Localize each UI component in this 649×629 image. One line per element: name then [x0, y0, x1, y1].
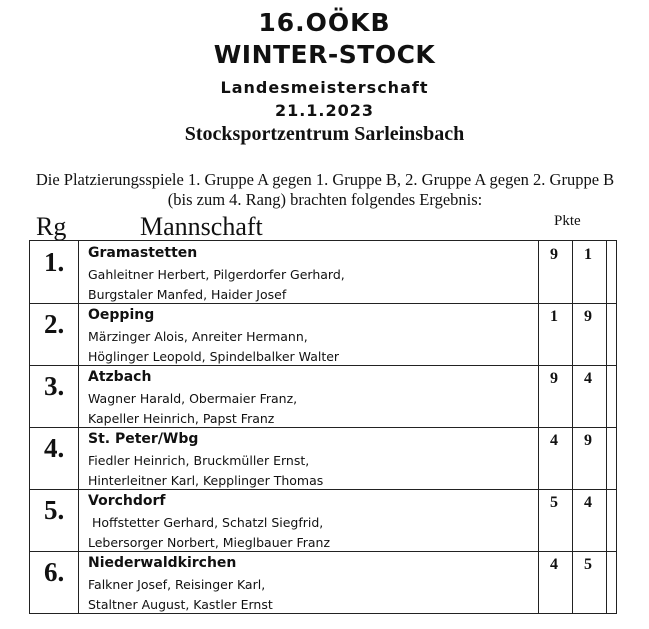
points-cell: 1	[584, 246, 592, 263]
players-cell	[88, 451, 538, 491]
players-cell	[88, 389, 538, 429]
event-title: WINTER-STOCK	[213, 40, 436, 69]
team-name: St. Peter/Wbg	[88, 431, 199, 447]
players-cell	[88, 327, 538, 367]
results-table	[29, 240, 617, 614]
points-cell: 9	[584, 432, 592, 449]
team-name: Niederwaldkirchen	[88, 555, 237, 571]
players-line: Hoffstetter Gerhard, Schatzl Siegfrid,	[88, 515, 324, 530]
table-row	[30, 365, 616, 426]
team-name: Oepping	[88, 307, 155, 323]
points-cell: 4	[550, 432, 558, 449]
team-name: Atzbach	[88, 369, 152, 385]
table-row	[30, 427, 616, 488]
points-cell: 5	[584, 556, 592, 573]
table-row	[30, 551, 616, 612]
players-line: Märzinger Alois, Anreiter Hermann,	[88, 329, 308, 344]
rank-cell: 6.	[44, 557, 65, 587]
rank-cell: 3.	[44, 371, 65, 401]
event-number: 16.OÖKB	[258, 8, 391, 37]
points-cell: 4	[550, 556, 558, 573]
players-cell	[88, 513, 538, 553]
points-cell: 4	[584, 494, 592, 511]
points-cell: 9	[550, 246, 558, 263]
players-line: Hinterleitner Karl, Kepplinger Thomas	[88, 473, 324, 488]
players-line: Wagner Harald, Obermaier Franz,	[88, 391, 298, 406]
rank-cell: 1.	[44, 247, 65, 277]
event-date: 21.1.2023	[274, 101, 375, 120]
rank-cell: 5.	[44, 495, 65, 525]
players-line: Burgstaler Manfed, Haider Josef	[88, 287, 287, 302]
table-row	[30, 241, 616, 302]
team-name: Vorchdorf	[88, 493, 166, 509]
table-row	[30, 303, 616, 364]
players-line: Staltner August, Kastler Ernst	[88, 597, 273, 612]
players-line: Falkner Josef, Reisinger Karl,	[88, 577, 266, 592]
table-row	[30, 489, 616, 550]
players-line: Lebersorger Norbert, Mieglbauer Franz	[88, 535, 331, 550]
players-line: Gahleitner Herbert, Pilgerdorfer Gerhard,	[88, 267, 345, 282]
rank-cell: 2.	[44, 309, 65, 339]
players-cell	[88, 265, 538, 305]
event-venue: Stocksportzentrum Sarleinsbach	[184, 123, 465, 145]
rank-cell: 4.	[44, 433, 65, 463]
column-header-rank: Rg	[36, 212, 67, 241]
points-cell: 4	[584, 370, 592, 387]
players-line: Kapeller Heinrich, Papst Franz	[88, 411, 275, 426]
points-cell: 1	[550, 308, 558, 325]
team-name: Gramastetten	[88, 245, 198, 261]
players-line: Fiedler Heinrich, Bruckmüller Ernst,	[88, 453, 310, 468]
points-cell: 9	[550, 370, 558, 387]
players-cell	[88, 575, 538, 615]
intro-text: Die Platzierungsspiele 1. Gruppe A gegen 1. Gruppe B, 2. Gruppe A gegen 2. Gruppe B (bis zum 4. Rang) brachten folgendes Ergebnis:	[35, 170, 615, 209]
column-header-team: Mannschaft	[140, 212, 263, 241]
event-subtitle: Landesmeisterschaft	[220, 78, 429, 97]
column-header-points: Pkte	[554, 213, 581, 229]
points-cell: 9	[584, 308, 592, 325]
points-cell: 5	[550, 494, 558, 511]
players-line: Höglinger Leopold, Spindelbalker Walter	[88, 349, 340, 364]
